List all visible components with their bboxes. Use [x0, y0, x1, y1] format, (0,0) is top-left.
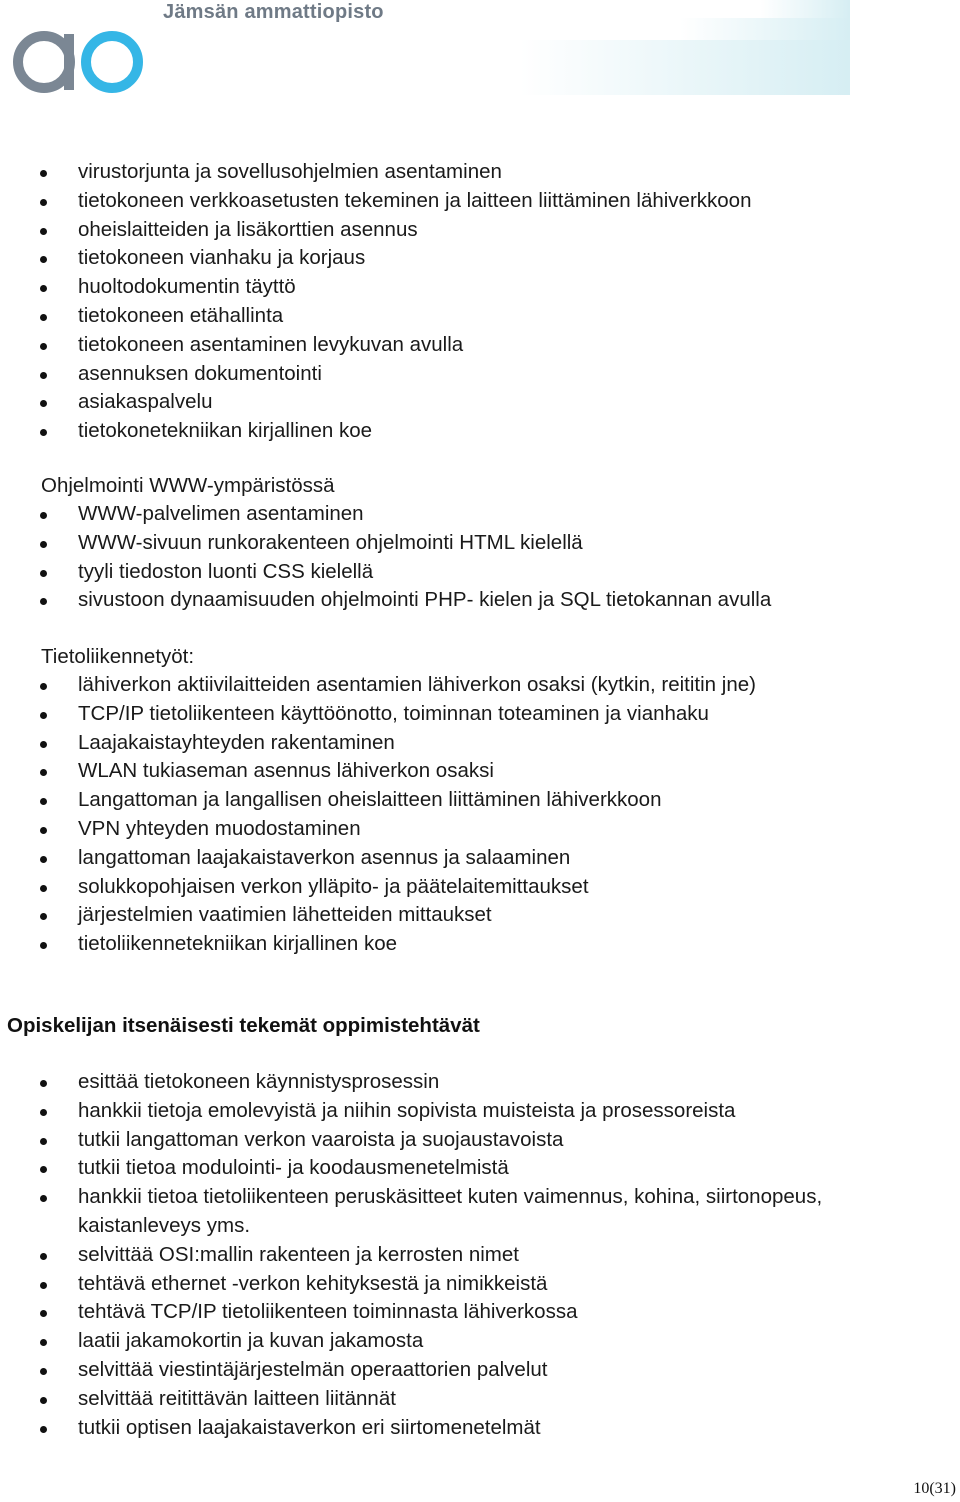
list-item: tietokoneen etähallinta: [0, 302, 950, 331]
list-item: virustorjunta ja sovellusohjelmien asentaminen: [0, 158, 950, 187]
list-item: lähiverkon aktiivilaitteiden asentamien lähiverkon osaksi (kytkin, reititin jne): [0, 671, 950, 700]
list-item: oheislaitteiden ja lisäkorttien asennus: [0, 216, 950, 245]
section-title-web: Ohjelmointi WWW-ympäristössä: [41, 474, 335, 497]
list-item: hankkii tietoja emolevyistä ja niihin sopivista muisteista ja prosessoreista: [0, 1097, 950, 1126]
tasks-list: [0, 1068, 950, 1442]
list-item: tietokoneen vianhaku ja korjaus: [0, 244, 950, 273]
list-item: langattoman laajakaistaverkon asennus ja salaaminen: [0, 844, 950, 873]
list-item: sivustoon dynaamisuuden ohjelmointi PHP- kielen ja SQL tietokannan avulla: [0, 586, 950, 615]
list-item: solukkopohjaisen verkon ylläpito- ja päätelaitemittaukset: [0, 873, 950, 902]
list-item: TCP/IP tietoliikenteen käyttöönotto, toiminnan toteaminen ja vianhaku: [0, 700, 950, 729]
list-item: WWW-sivuun runkorakenteen ohjelmointi HTML kielellä: [0, 529, 950, 558]
list-item: Laajakaistayhteyden rakentaminen: [0, 729, 950, 758]
list-item: tehtävä TCP/IP tietoliikenteen toiminnasta lähiverkossa: [0, 1298, 950, 1327]
page-number: 10(31): [913, 1480, 956, 1497]
list-item: tietokoneen verkkoasetusten tekeminen ja laitteen liittäminen lähiverkkoon: [0, 187, 950, 216]
list-item: tutkii optisen laajakaistaverkon eri siirtomenetelmät: [0, 1414, 950, 1443]
list-item: tyyli tiedoston luonti CSS kielellä: [0, 558, 950, 587]
list-item: selvittää OSI:mallin rakenteen ja kerrosten nimet: [0, 1241, 950, 1270]
list-item: esittää tietokoneen käynnistysprosessin: [0, 1068, 950, 1097]
list-item: tietokoneen asentaminen levykuvan avulla: [0, 331, 950, 360]
list-item: tehtävä ethernet -verkon kehityksestä ja nimikkeistä: [0, 1270, 950, 1299]
list-item: selvittää viestintäjärjestelmän operaattorien palvelut: [0, 1356, 950, 1385]
list-item: tutkii tietoa modulointi- ja koodausmenetelmistä: [0, 1154, 950, 1183]
section-title-telecom: Tietoliikennetyöt:: [41, 645, 195, 668]
list-item: Langattoman ja langallisen oheislaitteen liittäminen lähiverkkoon: [0, 786, 950, 815]
list-item: selvittää reitittävän laitteen liitännät: [0, 1385, 950, 1414]
list-item: tietoliikennetekniikan kirjallinen koe: [0, 930, 950, 959]
section-heading-tasks: Opiskelijan itsenäisesti tekemät oppimistehtävät: [7, 1014, 480, 1037]
list-item: hankkii tietoa tietoliikenteen peruskäsitteet kuten vaimennus, kohina, siirtonopeus, kaistanleveys yms.: [0, 1183, 950, 1241]
page-header: [0, 0, 960, 110]
list-item: asennuksen dokumentointi: [0, 360, 950, 389]
list-item: VPN yhteyden muodostaminen: [0, 815, 950, 844]
web-skills-list: [0, 500, 950, 615]
ao-logo: [6, 20, 146, 100]
school-name: Jämsän ammattiopisto: [163, 1, 384, 23]
skills-list: [0, 158, 950, 446]
list-item: laatii jakamokortin ja kuvan jakamosta: [0, 1327, 950, 1356]
decorative-steps-graphic: [520, 0, 850, 100]
list-item: asiakaspalvelu: [0, 388, 950, 417]
list-item: tutkii langattoman verkon vaaroista ja suojaustavoista: [0, 1126, 950, 1155]
list-item: WLAN tukiaseman asennus lähiverkon osaksi: [0, 757, 950, 786]
list-item: huoltodokumentin täyttö: [0, 273, 950, 302]
telecom-skills-list: [0, 671, 950, 959]
list-item: tietokonetekniikan kirjallinen koe: [0, 417, 950, 446]
list-item: järjestelmien vaatimien lähetteiden mittaukset: [0, 901, 950, 930]
list-item: WWW-palvelimen asentaminen: [0, 500, 950, 529]
